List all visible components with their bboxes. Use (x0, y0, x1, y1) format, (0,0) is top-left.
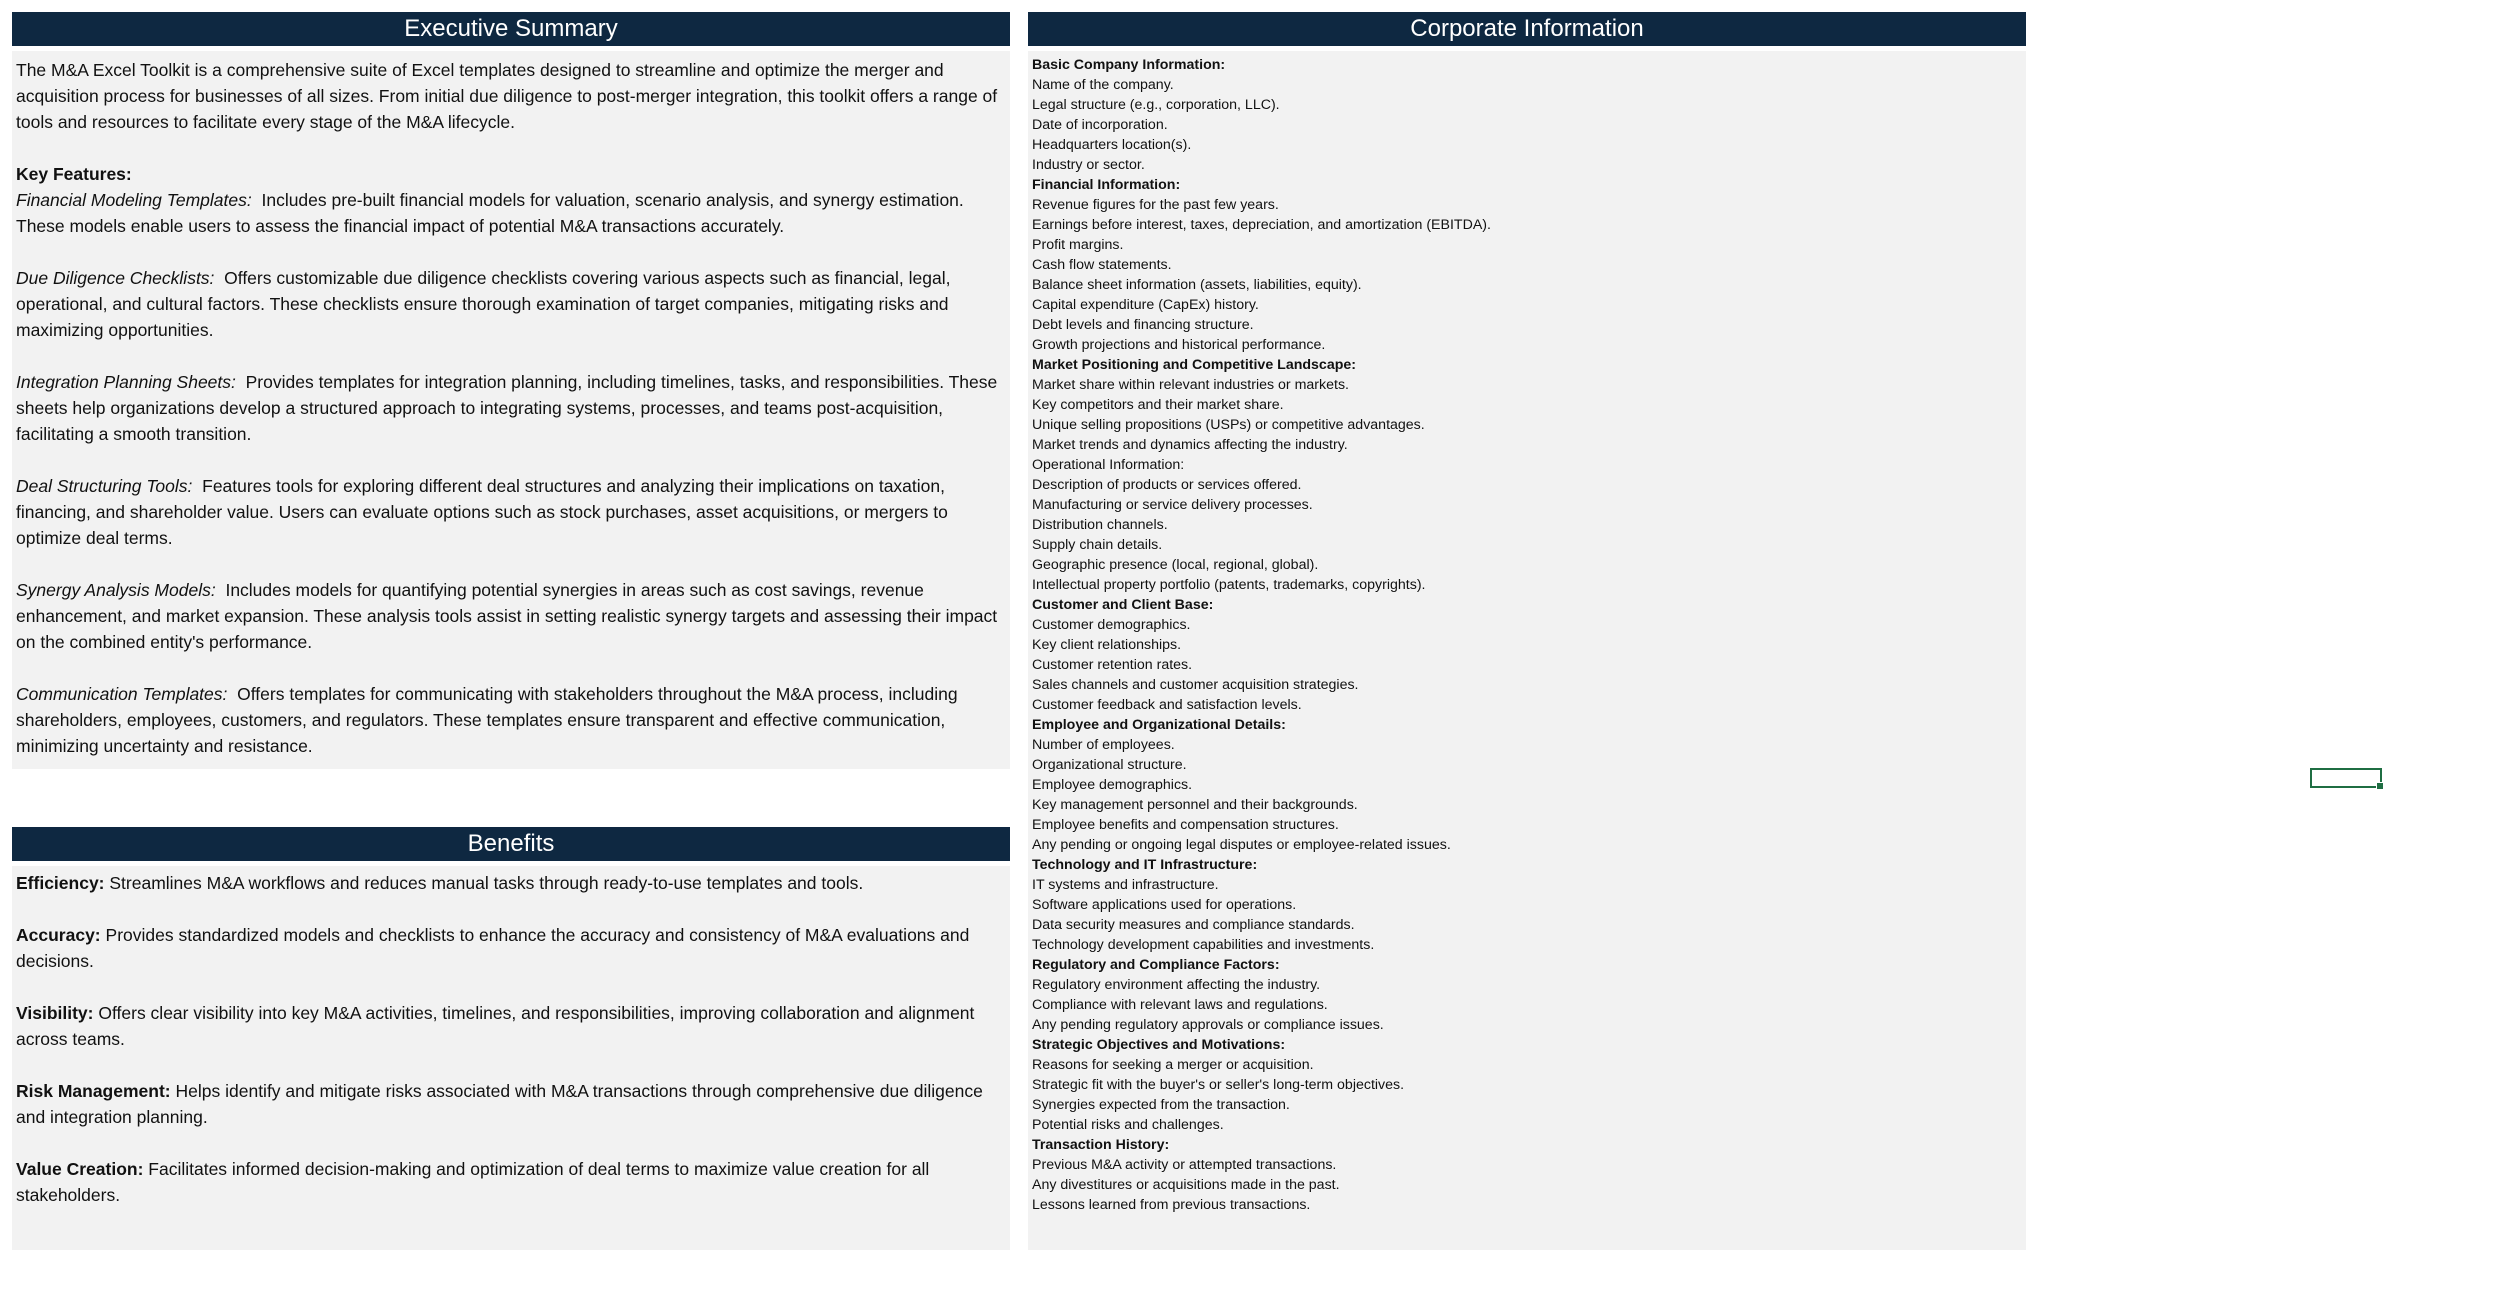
executive-summary-intro: The M&A Excel Toolkit is a comprehensive suite of Excel templates designed to streamline and optimize the merger and acquisition process for businesses of all sizes. From initial due diligence to post-merger integration, this toolkit offers a range of tools and resources to facilitate every stage of the M&A lifecycle. (16, 60, 998, 132)
corporate-info-item: Market share within relevant industries or markets. (1032, 377, 1349, 393)
corporate-info-item: Organizational structure. (1032, 757, 1187, 773)
corporate-info-item: Intellectual property portfolio (patents, trademarks, copyrights). (1032, 577, 1426, 593)
executive-summary-panel[interactable] (12, 51, 1010, 769)
corporate-info-item: Employee demographics. (1032, 777, 1193, 793)
benefit-name: Visibility: (16, 1003, 94, 1023)
corporate-info-item: Number of employees. (1032, 737, 1175, 753)
corporate-info-item: Market trends and dynamics affecting the industry. (1032, 437, 1348, 453)
corporate-section-heading: Basic Company Information: (1032, 57, 1226, 73)
feature-item (16, 681, 1006, 759)
benefit-text: Helps identify and mitigate risks associated with M&A transactions through comprehensive due diligence and integration planning. (16, 1081, 983, 1127)
benefit-text: Provides standardized models and checklists to enhance the accuracy and consistency of M&A evaluations and decisions. (16, 925, 970, 971)
corporate-info-item: Description of products or services offered. (1032, 477, 1302, 493)
fill-handle[interactable] (2376, 782, 2384, 790)
corporate-info-item: Synergies expected from the transaction. (1032, 1097, 1290, 1113)
corporate-info-item: Strategic fit with the buyer's or seller's long-term objectives. (1032, 1077, 1405, 1093)
corporate-info-item: Debt levels and financing structure. (1032, 317, 1254, 333)
corporate-section-heading: Employee and Organizational Details: (1032, 717, 1286, 733)
benefit-name: Value Creation: (16, 1159, 144, 1179)
corporate-info-item: Industry or sector. (1032, 157, 1145, 173)
feature-name: Financial Modeling Templates: (16, 190, 252, 210)
feature-item (16, 187, 1006, 239)
feature-item (16, 369, 1006, 447)
benefit-text: Facilitates informed decision-making and optimization of deal terms to maximize value creation for all stakeholders. (16, 1159, 930, 1205)
executive-summary-header: Executive Summary (12, 12, 1010, 46)
corporate-info-item: Data security measures and compliance standards. (1032, 917, 1355, 933)
benefit-item (16, 1078, 1006, 1130)
corporate-information-panel[interactable] (1028, 51, 2026, 1250)
corporate-info-item: Customer retention rates. (1032, 657, 1193, 673)
corporate-info-item: Manufacturing or service delivery processes. (1032, 497, 1313, 513)
corporate-information-list (1032, 55, 2022, 1215)
corporate-info-item: Key client relationships. (1032, 637, 1182, 653)
corporate-info-item: Name of the company. (1032, 77, 1174, 93)
corporate-info-item: Balance sheet information (assets, liabilities, equity). (1032, 277, 1362, 293)
corporate-info-item: Legal structure (e.g., corporation, LLC). (1032, 97, 1280, 113)
feature-name: Communication Templates: (16, 684, 228, 704)
corporate-info-item: Operational Information: (1032, 457, 1185, 473)
corporate-info-item: Software applications used for operations. (1032, 897, 1297, 913)
feature-text: Provides templates for integration planning, including timelines, tasks, and responsibilities. These sheets help organizations develop a structured approach to integrating systems, processes, and teams post-acquisition, facilitating a smooth transition. (16, 372, 998, 444)
corporate-info-item: Previous M&A activity or attempted transactions. (1032, 1157, 1337, 1173)
feature-text: Offers templates for communicating with stakeholders throughout the M&A process, including shareholders, employees, customers, and regulators. These templates ensure transparent and effective communication, minimizing uncertainty and resistance. (16, 684, 958, 756)
corporate-info-item: Profit margins. (1032, 237, 1124, 253)
corporate-info-item: Customer feedback and satisfaction levels. (1032, 697, 1302, 713)
feature-name: Due Diligence Checklists: (16, 268, 215, 288)
key-features-label: Key Features: (16, 164, 132, 184)
corporate-info-item: Key competitors and their market share. (1032, 397, 1284, 413)
feature-text: Features tools for exploring different deal structures and analyzing their implications on taxation, financing, and shareholder value. Users can evaluate options such as stock purchases, asset acquisitions, or mergers to optimize deal terms. (16, 476, 948, 548)
corporate-info-item: Compliance with relevant laws and regulations. (1032, 997, 1328, 1013)
feature-text: Includes pre-built financial models for valuation, scenario analysis, and synergy estimation. These models enable users to assess the financial impact of potential M&A transactions accurately. (16, 190, 964, 236)
feature-name: Integration Planning Sheets: (16, 372, 236, 392)
corporate-info-item: Any divestitures or acquisitions made in the past. (1032, 1177, 1340, 1193)
corporate-info-item: Any pending regulatory approvals or compliance issues. (1032, 1017, 1384, 1033)
corporate-info-item: Supply chain details. (1032, 537, 1163, 553)
corporate-section-heading: Financial Information: (1032, 177, 1181, 193)
benefits-list (16, 870, 1006, 1208)
benefits-header: Benefits (12, 827, 1010, 861)
feature-name: Synergy Analysis Models: (16, 580, 216, 600)
feature-item (16, 473, 1006, 551)
corporate-info-item: Headquarters location(s). (1032, 137, 1192, 153)
corporate-info-item: Key management personnel and their backgrounds. (1032, 797, 1358, 813)
active-cell-selection[interactable] (2310, 768, 2382, 788)
feature-item (16, 265, 1006, 343)
corporate-section-heading: Strategic Objectives and Motivations: (1032, 1037, 1286, 1053)
corporate-info-item: Earnings before interest, taxes, depreciation, and amortization (EBITDA). (1032, 217, 1491, 233)
corporate-info-item: Geographic presence (local, regional, global). (1032, 557, 1319, 573)
benefit-name: Efficiency: (16, 873, 105, 893)
corporate-info-item: Revenue figures for the past few years. (1032, 197, 1279, 213)
benefit-text: Streamlines M&A workflows and reduces manual tasks through ready-to-use templates and tools. (109, 873, 864, 893)
feature-text: Includes models for quantifying potential synergies in areas such as cost savings, revenue enhancement, and market expansion. These analysis tools assist in setting realistic synergy targets and assessing their impact on the combined entity's performance. (16, 580, 998, 652)
corporate-section-heading: Customer and Client Base: (1032, 597, 1214, 613)
benefit-item (16, 870, 1006, 896)
corporate-info-item: Growth projections and historical performance. (1032, 337, 1326, 353)
benefit-name: Accuracy: (16, 925, 101, 945)
corporate-section-heading: Regulatory and Compliance Factors: (1032, 957, 1280, 973)
corporate-section-heading: Transaction History: (1032, 1137, 1170, 1153)
benefit-item (16, 1000, 1006, 1052)
corporate-info-item: Sales channels and customer acquisition strategies. (1032, 677, 1359, 693)
benefit-text: Offers clear visibility into key M&A activities, timelines, and responsibilities, improving collaboration and alignment across teams. (16, 1003, 975, 1049)
corporate-info-item: Potential risks and challenges. (1032, 1117, 1224, 1133)
benefit-item (16, 1156, 1006, 1208)
benefit-item (16, 922, 1006, 974)
corporate-info-item: Capital expenditure (CapEx) history. (1032, 297, 1259, 313)
feature-name: Deal Structuring Tools: (16, 476, 193, 496)
corporate-info-item: Unique selling propositions (USPs) or competitive advantages. (1032, 417, 1425, 433)
corporate-info-item: Employee benefits and compensation structures. (1032, 817, 1339, 833)
corporate-information-header: Corporate Information (1028, 12, 2026, 46)
corporate-info-item: Reasons for seeking a merger or acquisition. (1032, 1057, 1314, 1073)
corporate-info-item: Customer demographics. (1032, 617, 1191, 633)
benefit-name: Risk Management: (16, 1081, 171, 1101)
corporate-section-heading: Technology and IT Infrastructure: (1032, 857, 1258, 873)
corporate-info-item: Technology development capabilities and investments. (1032, 937, 1375, 953)
benefits-panel[interactable] (12, 866, 1010, 1250)
corporate-info-item: Lessons learned from previous transactions. (1032, 1197, 1311, 1213)
corporate-info-item: IT systems and infrastructure. (1032, 877, 1219, 893)
corporate-info-item: Date of incorporation. (1032, 117, 1168, 133)
corporate-info-item: Any pending or ongoing legal disputes or employee-related issues. (1032, 837, 1451, 853)
feature-item (16, 577, 1006, 655)
corporate-info-item: Cash flow statements. (1032, 257, 1172, 273)
corporate-section-heading: Market Positioning and Competitive Landscape: (1032, 357, 1356, 373)
corporate-info-item: Regulatory environment affecting the industry. (1032, 977, 1321, 993)
feature-text: Offers customizable due diligence checklists covering various aspects such as financial, legal, operational, and cultural factors. These checklists ensure thorough examination of target companies, mitigating risks and maximizing opportunities. (16, 268, 951, 340)
features-list (16, 187, 1006, 759)
corporate-info-item: Distribution channels. (1032, 517, 1168, 533)
